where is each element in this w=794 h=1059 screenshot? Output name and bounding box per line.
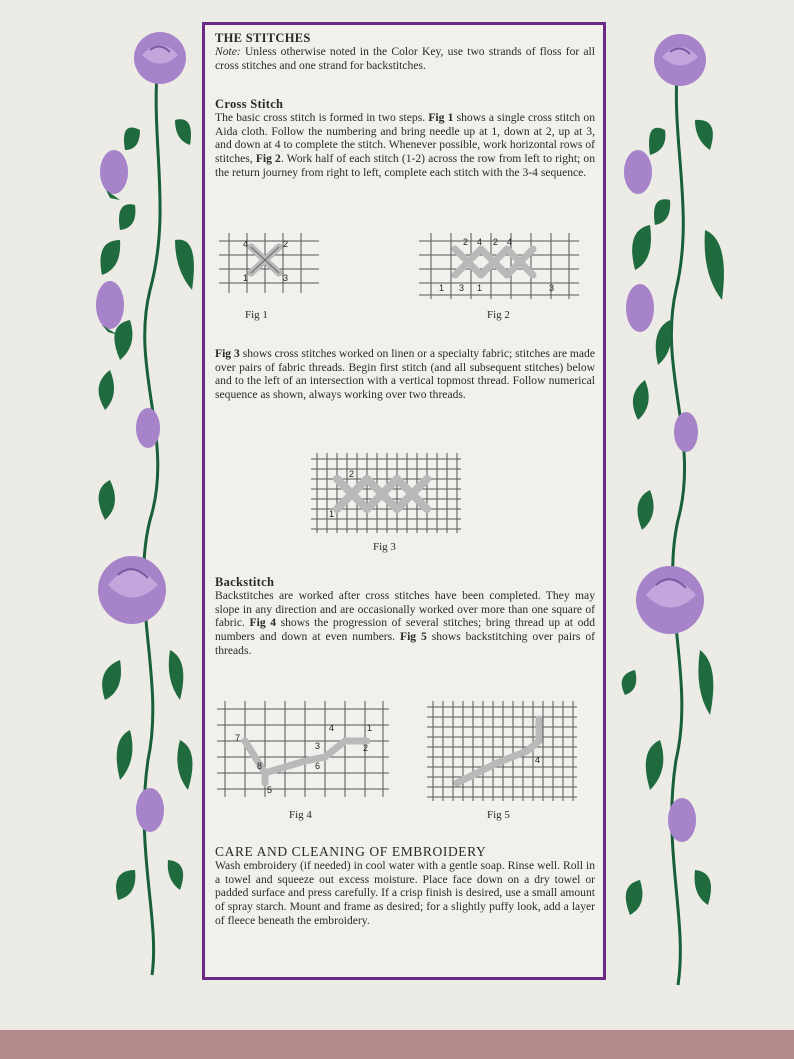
fig4-number: 2	[363, 743, 369, 753]
fig1-diagram	[219, 233, 319, 293]
rosebud-icon	[626, 284, 654, 332]
backstitch-text-1: Backstitches are worked after cross stitches have been completed. They may slope in any direction and are occasionally worked over more than one square of fabric.	[215, 589, 595, 630]
rose-icon	[98, 556, 166, 624]
rose-icon	[654, 34, 706, 86]
fig2-number: 2	[493, 237, 499, 247]
section-title-stitches: THE STITCHES	[215, 31, 311, 45]
rose-vine-left	[80, 0, 200, 990]
fig2-number: 1	[439, 283, 445, 293]
linen-paragraph	[215, 347, 595, 402]
backstitch-text-3: shows backstitching over pairs of threads.	[215, 630, 595, 657]
rosebud-icon	[136, 408, 160, 448]
fig3-number: 2	[349, 469, 355, 479]
fig4-diagram	[217, 701, 389, 797]
fig4-number: 4	[329, 723, 335, 733]
fig2-reference: Fig 2	[255, 152, 281, 166]
rose-icon	[636, 566, 704, 634]
fig3-number: 1	[329, 509, 335, 519]
fig4-number: 6	[315, 761, 321, 771]
rosebud-icon	[668, 798, 696, 842]
backstitch-heading: Backstitch	[215, 575, 275, 589]
fig1-number: 3	[283, 273, 289, 283]
cross-stitch-text-1: The basic cross stitch is formed in two steps.	[215, 111, 429, 124]
care-section	[215, 845, 595, 928]
cross-stitch-heading: Cross Stitch	[215, 97, 284, 111]
backstitch-section	[215, 575, 595, 658]
note-paragraph	[215, 45, 595, 72]
fig5-caption: Fig 5	[487, 809, 510, 821]
cross-stitch-text-3: . Work half of each stitch (1-2) across the row from left to right; on the return journey from right to left, complete each stitch with the 3-4 sequence.	[215, 152, 595, 179]
fig2-number: 4	[477, 237, 483, 247]
fig2-number: 3	[459, 283, 465, 293]
fig4-number: 5	[267, 785, 273, 795]
fig1-caption: Fig 1	[245, 309, 268, 321]
fig2-caption: Fig 2	[487, 309, 510, 321]
cross-stitch-paragraph	[215, 111, 595, 180]
care-heading: CARE AND CLEANING OF EMBROIDERY	[215, 844, 487, 859]
fig1-number: 4	[243, 239, 249, 249]
fig1-reference: Fig 1	[428, 111, 454, 124]
fig3-caption: Fig 3	[373, 541, 396, 553]
table-surface	[0, 1030, 794, 1059]
cross-stitch-text-2: shows a single cross stitch on Aida cloth. Follow the numbering and bring needle up at 1, down at 2, up at 3, and down at 4 to complete the stitch. Whenever possible, work horizontal rows of stitches,	[215, 111, 595, 166]
fig3-reference: Fig 3	[215, 347, 240, 360]
rose-icon	[134, 32, 186, 84]
fig2-number: 1	[477, 283, 483, 293]
linen-section	[215, 347, 595, 402]
linen-text: shows cross stitches worked on linen or a specialty fabric; stitches are made over pairs of fabric threads. Begin first stitch (and all subsequent stitches) below and to the left of an intersection with a vertical topmost thread. Follow numerical sequence as shown, always working over two threads.	[215, 347, 596, 402]
fig2-number: 3	[549, 283, 555, 293]
fig5-reference: Fig 5	[400, 630, 427, 644]
backstitch-paragraph	[215, 589, 595, 658]
fig4-number: 7	[235, 733, 241, 743]
fig3-diagram	[311, 453, 461, 533]
fig5-number: 4	[535, 755, 541, 765]
note-text: Unless otherwise noted in the Color Key, use two strands of floss for all cross stitches and one strand for backstitches.	[215, 45, 595, 72]
backstitch-text-2: shows the progression of several stitches; bring thread up at odd numbers and down at even numbers.	[215, 616, 595, 644]
care-paragraph: Wash embroidery (if needed) in cool water with a gentle soap. Rinse well. Roll in a towel and squeeze out excess moisture. Place face down on a dry towel or padded surface and press carefully. If a crisp finish is desired, use a small amount of spray starch. Mount and frame as desired; for a slightly puffy look, add a layer of fleece beneath the embroidery.	[215, 859, 595, 927]
rose-vine-right	[610, 0, 740, 990]
fig5-diagram	[427, 701, 577, 801]
rosebud-icon	[674, 412, 698, 452]
note-label: Note:	[215, 45, 241, 58]
instructions-panel	[202, 22, 606, 980]
rosebud-icon	[100, 150, 128, 200]
rosebud-icon	[136, 788, 164, 832]
fig1-number: 1	[243, 273, 249, 283]
fig2-number: 4	[507, 237, 513, 247]
fig4-caption: Fig 4	[289, 809, 312, 821]
fig4-number: 1	[367, 723, 373, 733]
cross-stitch-section	[215, 97, 595, 180]
fig1-number: 2	[283, 239, 289, 249]
stitches-section	[215, 31, 595, 72]
fig4-number: 8	[257, 761, 263, 771]
fig4-number: 3	[315, 741, 321, 751]
fig4-reference: Fig 4	[249, 616, 277, 630]
rosebud-icon	[624, 150, 652, 194]
fig2-diagram	[419, 233, 579, 299]
fig2-number: 2	[463, 237, 469, 247]
